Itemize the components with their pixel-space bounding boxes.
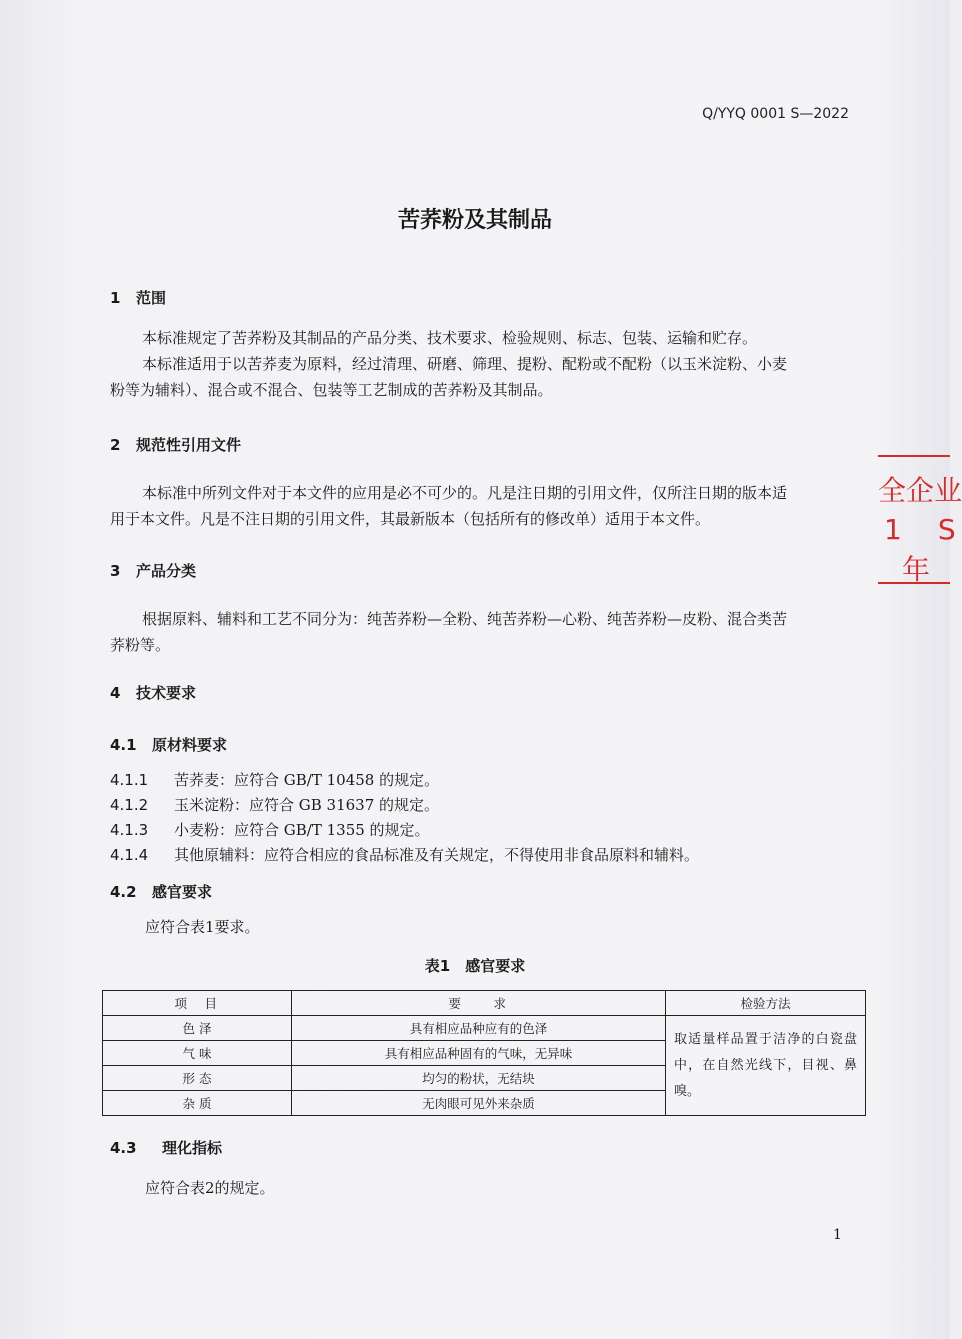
section-1-number: 1 (110, 289, 121, 307)
section-4-2-title: 感官要求 (152, 883, 213, 901)
document-title: 苦荞粉及其制品 (397, 208, 552, 233)
row-requirement: 无肉眼可见外来杂质 (292, 1091, 666, 1116)
section-4-2-paragraph: 应符合表1要求。 (145, 918, 260, 936)
table-header-row (103, 991, 866, 1016)
row-requirement: 具有相应品种固有的气味，无异味 (292, 1041, 666, 1066)
row-item: 形 态 (103, 1066, 292, 1091)
section-1-title: 范围 (136, 289, 167, 307)
section-2-paragraph-line-1: 本标准中所列文件对于本文件的应用是必不可少的。凡是注日期的引用文件，仅所注日期的版本适 (142, 484, 788, 502)
section-4-3-heading (110, 1137, 222, 1158)
section-3-number: 3 (110, 562, 121, 580)
stamp-bottom-rule (878, 582, 950, 584)
section-1-paragraph-2-line-1: 本标准适用于以苦荞麦为原料，经过清理、研磨、筛理、提粉、配粉或不配粉（以玉米淀粉、小麦 (142, 355, 788, 373)
standard-number: Q/YYQ 0001 S—2022 (702, 106, 849, 122)
clause-number: 4.1.3 (110, 821, 149, 839)
section-4-2-number: 4.2 (110, 883, 137, 901)
row-requirement: 具有相应品种应有的色泽 (292, 1016, 666, 1041)
clause-text: 其他原辅料：应符合相应的食品标准及有关规定，不得使用非食品原料和辅料。 (174, 846, 700, 864)
section-3-heading (110, 560, 196, 581)
section-3-paragraph-line-2: 荞粉等。 (110, 636, 171, 654)
table-1-caption: 表1 感官要求 (424, 957, 526, 975)
row-requirement: 均匀的粉状，无结块 (292, 1066, 666, 1091)
clause-4-1-2 (110, 794, 439, 815)
stamp-line-2-b: S (937, 513, 956, 546)
clause-number: 4.1.4 (110, 846, 149, 864)
inspection-method: 取适量样品置于洁净的白瓷盘中，在自然光线下，目视、鼻嗅。 (666, 1016, 866, 1116)
header-item: 项 目 (103, 991, 292, 1016)
section-4-3-paragraph: 应符合表2的规定。 (145, 1179, 275, 1197)
row-item: 杂 质 (103, 1091, 292, 1116)
stamp-line-2-a: 1 (884, 513, 902, 546)
clause-4-1-4 (110, 844, 699, 865)
section-1-heading (110, 287, 166, 308)
stamp-line-1: 全企业 (878, 474, 962, 507)
section-4-1-heading (110, 734, 227, 755)
table-1 (102, 990, 866, 1116)
section-4-number: 4 (110, 684, 121, 702)
clause-4-1-1 (110, 769, 439, 790)
registration-stamp (878, 455, 962, 587)
stamp-line-2 (884, 513, 956, 546)
section-2-heading (110, 434, 241, 455)
page-number: 1 (833, 1227, 842, 1243)
section-4-3-number: 4.3 (110, 1139, 137, 1157)
section-4-3-title: 理化指标 (162, 1139, 223, 1157)
section-4-1-number: 4.1 (110, 736, 137, 754)
section-4-title: 技术要求 (136, 684, 197, 702)
clause-number: 4.1.2 (110, 796, 149, 814)
section-1-paragraph-2-line-2: 粉等为辅料）、混合或不混合、包装等工艺制成的苦荞粉及其制品。 (110, 381, 553, 399)
section-4-heading (110, 682, 196, 703)
section-2-title: 规范性引用文件 (136, 436, 242, 454)
section-3-title: 产品分类 (136, 562, 197, 580)
clause-4-1-3 (110, 819, 430, 840)
section-2-number: 2 (110, 436, 121, 454)
row-item: 气 味 (103, 1041, 292, 1066)
stamp-line-3: 年 (902, 553, 931, 586)
clause-text: 小麦粉：应符合 GB/T 1355 的规定。 (174, 821, 430, 839)
clause-text: 苦荞麦：应符合 GB/T 10458 的规定。 (174, 771, 440, 789)
clause-number: 4.1.1 (110, 771, 149, 789)
stamp-top-rule (878, 455, 950, 457)
table-row (103, 1016, 866, 1041)
section-2-paragraph-line-2: 用于本文件。凡是不注日期的引用文件，其最新版本（包括所有的修改单）适用于本文件。 (110, 510, 711, 528)
section-4-1-title: 原材料要求 (152, 736, 228, 754)
row-item: 色 泽 (103, 1016, 292, 1041)
header-method: 检验方法 (666, 991, 866, 1016)
header-requirement: 要 求 (292, 991, 666, 1016)
section-4-2-heading (110, 881, 212, 902)
clause-text: 玉米淀粉：应符合 GB 31637 的规定。 (174, 796, 440, 814)
section-3-paragraph-line-1: 根据原料、辅料和工艺不同分为：纯苦荞粉—全粉、纯苦荞粉—心粉、纯苦荞粉—皮粉、混合类苦 (142, 610, 788, 628)
section-1-paragraph-1: 本标准规定了苦荞粉及其制品的产品分类、技术要求、检验规则、标志、包装、运输和贮存。 (142, 329, 758, 347)
